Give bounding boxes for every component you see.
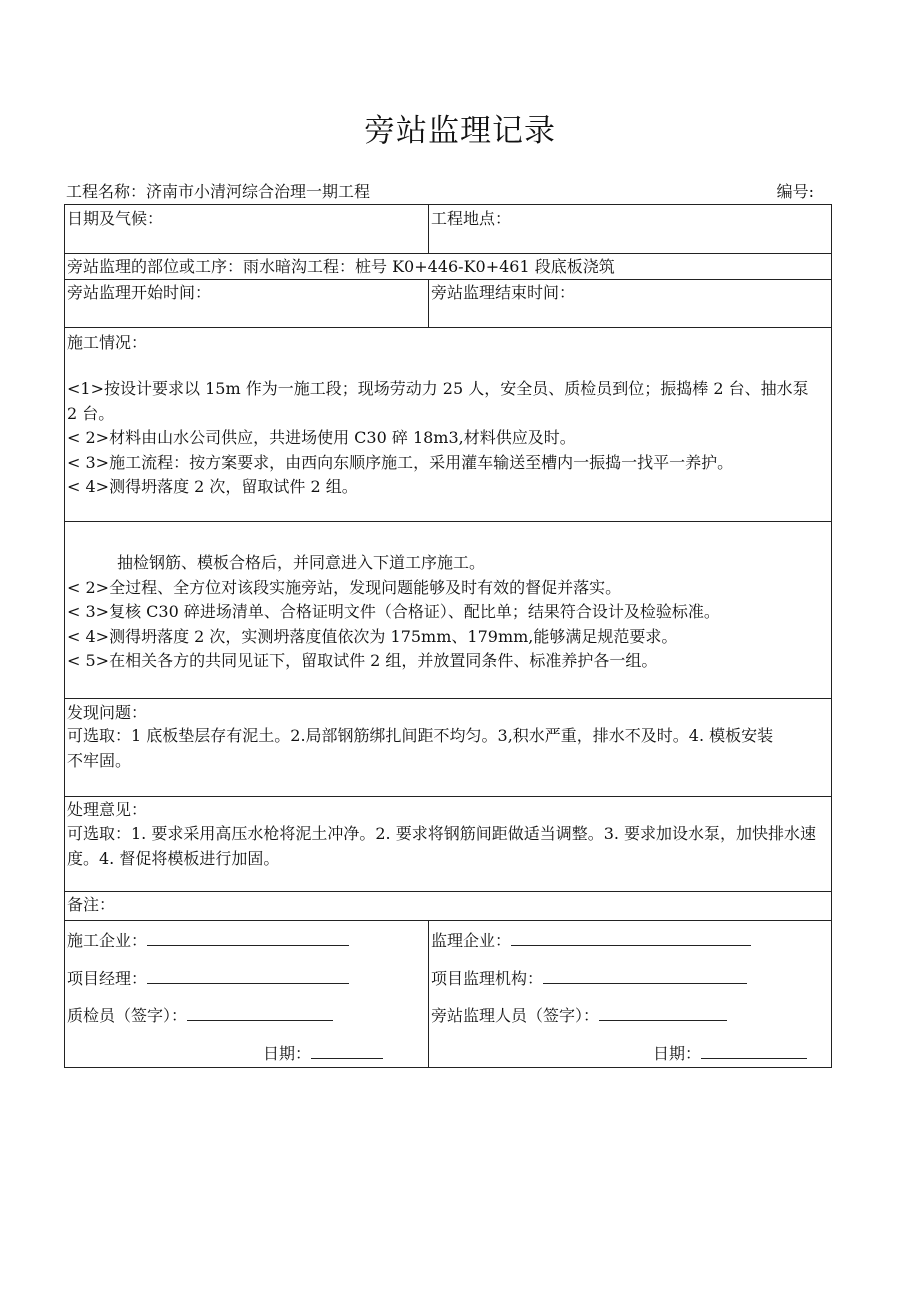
remarks-label: 备注： — [67, 895, 116, 914]
left-date-signature — [263, 1042, 383, 1066]
project-label: 工程名称： — [66, 182, 147, 201]
supervision-agency-label: 项目监理机构： — [431, 969, 544, 988]
row-divider — [65, 253, 831, 254]
supervision-agency-field[interactable] — [543, 969, 747, 984]
column-divider — [428, 205, 429, 253]
construction-line: < 3>施工流程：按方案要求，由西向东顺序施工，采用灌车输送至槽内一振捣一找平一养护。 — [67, 452, 734, 472]
project-manager-label: 项目经理： — [67, 969, 148, 988]
supervision-line: < 5>在相关各方的共同见证下，留取试件 2 组，并放置同条件、标准养护各一组。 — [67, 651, 658, 670]
column-divider — [428, 279, 429, 327]
construction-company-signature — [67, 929, 349, 953]
project-name-line — [66, 180, 370, 204]
handling-text: 可选取：1. 要求采用高压水枪将泥土冲净。2. 要求将钢筋间距做适当调整。3. 要求加设水泵，加快排水速度。4. 督促将模板进行加固。 — [67, 824, 817, 868]
left-date-label: 日期： — [263, 1044, 312, 1063]
supervision-line: 抽检钢筋、模板合格后，并同意进入下道工序施工。 — [117, 553, 486, 572]
right-date-signature — [653, 1042, 807, 1066]
row-divider — [65, 920, 831, 921]
supervision-line: < 3>复核 C30 碎进场清单、合格证明文件（合格证）、配比单；结果符合设计及检验标准。 — [67, 602, 720, 621]
inspector-field[interactable] — [187, 1006, 333, 1021]
construction-line: < 4>测得坍落度 2 次，留取试件 2 组。 — [67, 477, 358, 496]
supervisor-field[interactable] — [599, 1006, 727, 1021]
row-divider — [65, 891, 831, 892]
row-divider — [65, 796, 831, 797]
inspector-signature — [67, 1004, 333, 1028]
record-table — [64, 204, 832, 1068]
row-divider — [65, 279, 831, 280]
supervision-part-label: 旁站监理的部位或工序： — [67, 257, 244, 276]
start-time-label: 旁站监理开始时间： — [67, 283, 212, 302]
project-manager-signature — [67, 967, 349, 991]
supervision-details — [67, 551, 823, 674]
handling-heading: 处理意见： — [67, 800, 148, 819]
construction-heading: 施工情况： — [67, 333, 148, 352]
right-date-label: 日期： — [653, 1044, 702, 1063]
serial-number-label: 编号: — [776, 182, 814, 201]
date-weather-label: 日期及气候： — [67, 209, 164, 228]
supervision-company-signature — [431, 929, 751, 953]
problems-text: 可选取：1 底板垫层存有泥土。2.局部钢筋绑扎间距不均匀。3,积水严重，排水不及时。4. 模板安装不牢固。 — [67, 726, 774, 770]
left-date-field[interactable] — [311, 1044, 383, 1059]
project-location-label: 工程地点： — [431, 209, 512, 228]
project-name: 济南市小清河综合治理一期工程 — [146, 182, 371, 201]
row-divider — [65, 327, 831, 328]
construction-line: <1>按设计要求以 15m 作为一施工段；现场劳动力 25 人，安全员、质检员到位；振捣棒 2 台、抽水泵 2 台。 — [67, 379, 809, 423]
right-date-field[interactable] — [701, 1044, 807, 1059]
page-title: 旁站监理记录 — [364, 113, 556, 149]
construction-details — [67, 377, 823, 500]
project-manager-field[interactable] — [147, 969, 349, 984]
supervisor-signature — [431, 1004, 727, 1028]
construction-company-label: 施工企业： — [67, 931, 148, 950]
supervision-line: < 4>测得坍落度 2 次，实测坍落度值依次为 175mm、179mm,能够满足规范要求。 — [67, 626, 678, 646]
row-divider — [65, 521, 831, 522]
supervision-part-row — [67, 255, 615, 279]
problems-heading: 发现问题： — [67, 703, 148, 722]
supervision-part-value: 雨水暗沟工程：桩号 K0+446-K0+461 段底板浇筑 — [243, 257, 615, 276]
construction-line: < 2>材料由山水公司供应，共进场使用 C30 碎 18m3,材料供应及时。 — [67, 428, 576, 447]
supervision-company-field[interactable] — [511, 931, 751, 946]
construction-company-field[interactable] — [147, 931, 349, 946]
column-divider — [428, 920, 429, 1068]
supervision-company-label: 监理企业： — [431, 931, 512, 950]
supervisor-label: 旁站监理人员（签字）： — [431, 1006, 600, 1025]
row-divider — [65, 698, 831, 699]
end-time-label: 旁站监理结束时间： — [431, 283, 576, 302]
inspector-label: 质检员（签字）： — [67, 1006, 188, 1025]
supervision-agency-signature — [431, 967, 747, 991]
supervision-line: < 2>全过程、全方位对该段实施旁站，发现问题能够及时有效的督促并落实。 — [67, 577, 622, 597]
